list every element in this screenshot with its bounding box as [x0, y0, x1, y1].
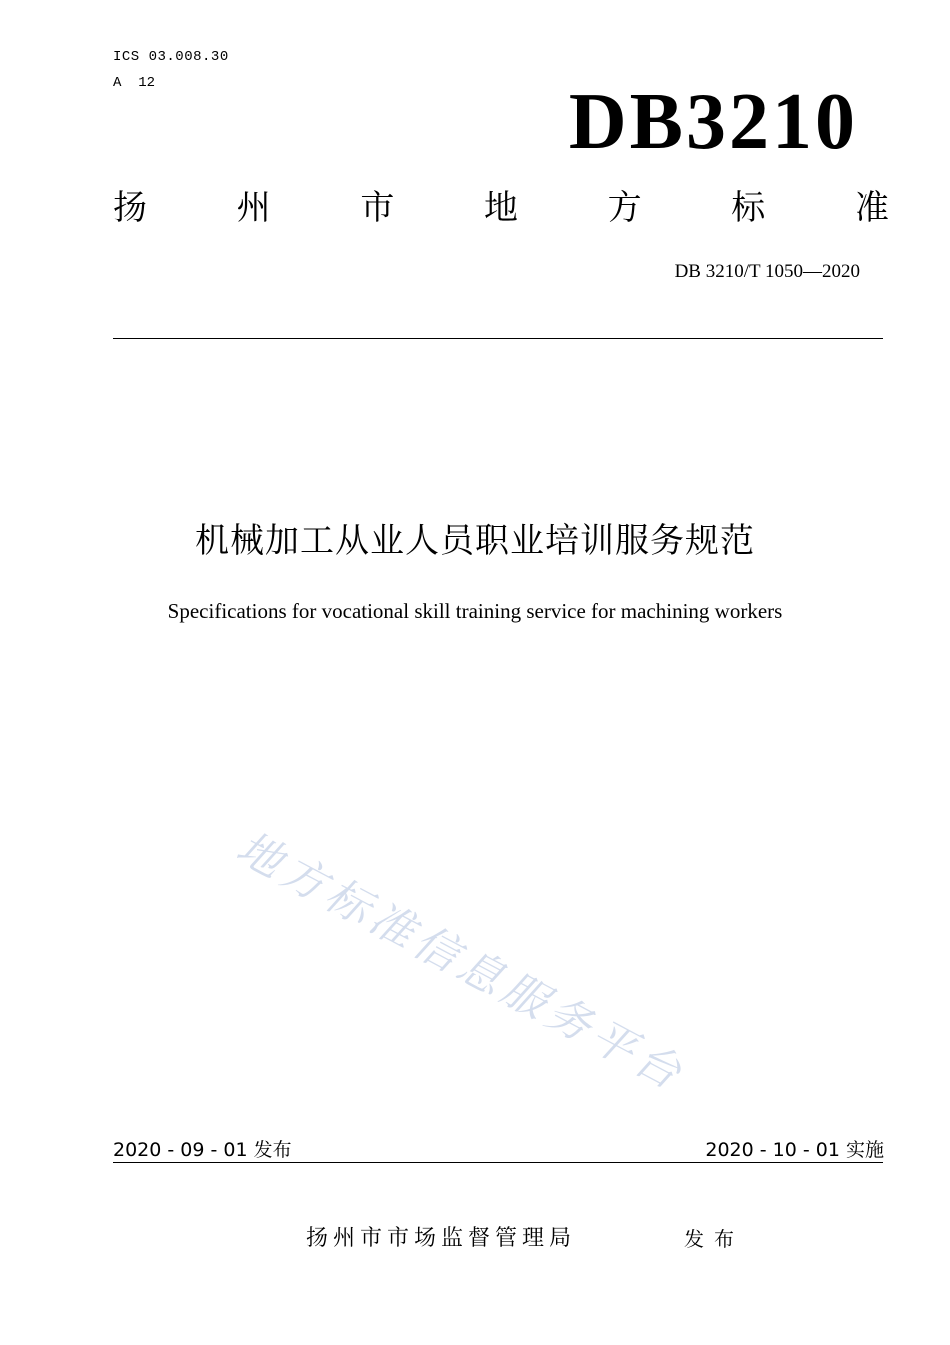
document-title-english: Specifications for vocational skill training service for machining workers	[167, 599, 783, 623]
issue-date: 2020 - 09 - 01 发布	[113, 1139, 292, 1161]
standard-kind	[113, 186, 889, 230]
standard-kind-char: 准	[854, 188, 889, 228]
header-divider	[113, 338, 883, 339]
issuing-authority: 扬州市市场监督管理局	[306, 1226, 577, 1251]
standard-kind-char: 标	[731, 188, 766, 228]
standard-kind-char: 市	[360, 188, 395, 228]
standard-kind-char: 州	[236, 188, 271, 228]
watermark: 地方标准信息服务平台	[228, 822, 694, 1102]
ccs-code: A 12	[113, 75, 156, 91]
footer-divider	[113, 1162, 883, 1163]
standard-code: DB3210	[568, 78, 858, 166]
standard-number: DB 3210/T 1050—2020	[674, 261, 860, 282]
standard-kind-char: 扬	[113, 188, 147, 228]
standard-kind-char: 方	[607, 188, 642, 228]
standard-kind-char: 地	[483, 188, 518, 228]
ics-code: ICS 03.008.30	[113, 49, 229, 65]
document-title-chinese: 机械加工从业人员职业培训服务规范	[195, 521, 755, 561]
implementation-date: 2020 - 10 - 01 实施	[705, 1139, 884, 1161]
issue-label: 发布	[684, 1227, 744, 1251]
